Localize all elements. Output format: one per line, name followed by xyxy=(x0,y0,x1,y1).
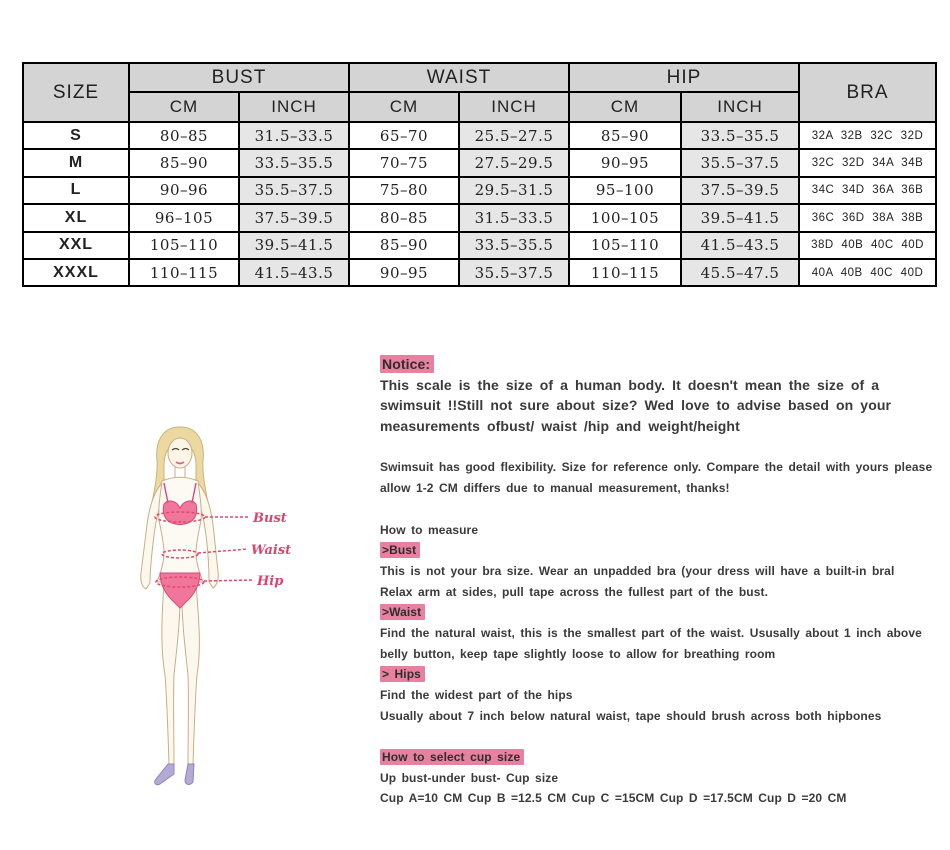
header-hip: HIP xyxy=(569,63,799,92)
table-row xyxy=(23,204,936,231)
header-hip-cm: CM xyxy=(569,92,681,122)
highlighted-heading: How to select cup size xyxy=(380,749,524,765)
info-line: Usually about 7 inch below natural waist, tape should brush across both hipbones xyxy=(380,708,882,723)
cell-bust-inch: 37.5–39.5 xyxy=(239,204,349,231)
info-line: allow 1-2 CM differs due to manual measurement, thanks! xyxy=(380,481,730,496)
cell-hip-inch: 41.5–43.5 xyxy=(681,232,799,259)
cell-hip-cm: 90–95 xyxy=(569,149,681,176)
info-line xyxy=(380,747,935,768)
header-waist: WAIST xyxy=(349,63,569,92)
figure-torso xyxy=(157,477,203,582)
cell-hip-inch: 33.5–35.5 xyxy=(681,122,799,149)
info-line xyxy=(380,540,935,561)
cell-size: M xyxy=(23,149,129,176)
cell-bust-cm: 105–110 xyxy=(129,232,239,259)
highlighted-heading: Notice: xyxy=(380,355,434,373)
cell-waist-cm: 90–95 xyxy=(349,259,459,286)
cell-bust-cm: 96–105 xyxy=(129,204,239,231)
cell-bust-cm: 85–90 xyxy=(129,149,239,176)
info-line: Find the widest part of the hips xyxy=(380,688,573,702)
cell-size: XXL xyxy=(23,232,129,259)
cell-bust-cm: 90–96 xyxy=(129,177,239,204)
info-line xyxy=(380,602,935,623)
info-line: belly button, keep tape slightly loose to allow for breathing room xyxy=(380,646,776,661)
info-line: swimsuit !!Still not sure about size? Wed love to advise based on your xyxy=(380,397,892,414)
info-line: Up bust-under bust- Cup size xyxy=(380,770,559,785)
line-gap xyxy=(380,437,935,458)
cell-bust-inch: 41.5–43.5 xyxy=(239,259,349,286)
cell-waist-cm: 65–70 xyxy=(349,122,459,149)
header-waist-cm: CM xyxy=(349,92,459,122)
cell-bra: 36C 36D 38A 38B xyxy=(799,204,936,231)
cell-hip-cm: 110–115 xyxy=(569,259,681,286)
info-line: Swimsuit has good flexibility. Size for reference only. Compare the detail with yours please xyxy=(380,460,933,475)
cell-bra: 38D 40B 40C 40D xyxy=(799,232,936,259)
header-bust: BUST xyxy=(129,63,349,92)
header-size: SIZE xyxy=(23,63,129,122)
cell-hip-cm: 105–110 xyxy=(569,232,681,259)
cell-bust-cm: 110–115 xyxy=(129,259,239,286)
info-line: Relax arm at sides, pull tape across the fullest part of the bust. xyxy=(380,584,769,599)
highlighted-heading: >Bust xyxy=(380,542,420,558)
info-line: Cup A=10 CM Cup B =12.5 CM Cup C =15CM Cup D =17.5CM Cup D =20 CM xyxy=(380,791,847,806)
info-line: How to measure xyxy=(380,522,479,537)
bust-label: Bust xyxy=(253,511,287,526)
info-line: This scale is the size of a human body. It doesn't mean the size of a xyxy=(380,376,880,393)
info-line: This is not your bra size. Wear an unpadded bra (your dress will have a built-in bral xyxy=(380,563,895,578)
info-line: Find the natural waist, this is the smallest part of the waist. Ususally about 1 inch above xyxy=(380,625,922,640)
info-line: measurements ofbust/ waist /hip and weight/height xyxy=(380,418,740,435)
waist-label: Waist xyxy=(251,543,292,558)
table-row xyxy=(23,259,936,286)
cell-hip-inch: 39.5–41.5 xyxy=(681,204,799,231)
header-hip-inch: INCH xyxy=(681,92,799,122)
figure-sketch xyxy=(100,423,390,803)
cell-size: XXXL xyxy=(23,259,129,286)
figure-shoe-left xyxy=(155,764,174,785)
highlighted-heading: > Hips xyxy=(380,666,425,682)
line-gap xyxy=(380,726,935,747)
table-row xyxy=(23,177,936,204)
cell-hip-inch: 45.5–47.5 xyxy=(681,259,799,286)
header-bra: BRA xyxy=(799,63,936,122)
cell-size: L xyxy=(23,177,129,204)
cell-bra: 32C 32D 34A 34B xyxy=(799,149,936,176)
cell-hip-cm: 85–90 xyxy=(569,122,681,149)
cell-bust-inch: 35.5–37.5 xyxy=(239,177,349,204)
table-row xyxy=(23,232,936,259)
cell-waist-cm: 80–85 xyxy=(349,204,459,231)
cell-hip-cm: 95–100 xyxy=(569,177,681,204)
cell-waist-inch: 31.5–33.5 xyxy=(459,204,569,231)
header-bust-inch: INCH xyxy=(239,92,349,122)
cell-bust-inch: 39.5–41.5 xyxy=(239,232,349,259)
cell-size: XL xyxy=(23,204,129,231)
cell-waist-inch: 27.5–29.5 xyxy=(459,149,569,176)
figure-shoe-right xyxy=(185,764,194,784)
figure-leg-right xyxy=(181,582,199,765)
cell-waist-inch: 29.5–31.5 xyxy=(459,177,569,204)
cell-bra: 40A 40B 40C 40D xyxy=(799,259,936,286)
cell-hip-cm: 100–105 xyxy=(569,204,681,231)
cell-size: S xyxy=(23,122,129,149)
cell-waist-cm: 75–80 xyxy=(349,177,459,204)
body-measurement-illustration xyxy=(100,423,390,803)
notice-and-instructions xyxy=(380,354,935,809)
cell-hip-inch: 35.5–37.5 xyxy=(681,149,799,176)
table-row xyxy=(23,122,936,149)
figure-leg-left xyxy=(162,582,180,765)
highlighted-heading: >Waist xyxy=(380,604,425,620)
table-row xyxy=(23,149,936,176)
info-line xyxy=(380,664,935,685)
cell-bra: 32A 32B 32C 32D xyxy=(799,122,936,149)
cell-bra: 34C 34D 36A 36B xyxy=(799,177,936,204)
cell-waist-inch: 35.5–37.5 xyxy=(459,259,569,286)
size-chart-table xyxy=(22,62,937,287)
cell-bust-inch: 33.5–35.5 xyxy=(239,149,349,176)
cell-waist-inch: 33.5–35.5 xyxy=(459,232,569,259)
hip-label: Hip xyxy=(257,574,284,589)
header-bust-cm: CM xyxy=(129,92,239,122)
cell-waist-cm: 85–90 xyxy=(349,232,459,259)
cell-waist-inch: 25.5–27.5 xyxy=(459,122,569,149)
cell-hip-inch: 37.5–39.5 xyxy=(681,177,799,204)
line-gap xyxy=(380,499,935,520)
cell-bust-inch: 31.5–33.5 xyxy=(239,122,349,149)
info-line xyxy=(380,354,935,375)
cell-waist-cm: 70–75 xyxy=(349,149,459,176)
header-waist-inch: INCH xyxy=(459,92,569,122)
cell-bust-cm: 80–85 xyxy=(129,122,239,149)
